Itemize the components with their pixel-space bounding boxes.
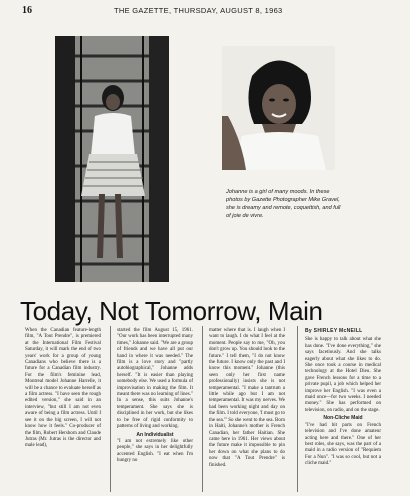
page-number: 16 <box>22 5 32 16</box>
article-text: She is happy to talk about what she has done. "I've done everything," she says facetiously. And she talks eagerly about what she likes to do. She once took a course in medical technology at the Hotel Dieu. She gave French lessons for a time to a private pupil, a job which helped her improve her English. "I was even a maid once—for two weeks. I needed money." She has performed on television, on radio, and on the stage. <box>305 337 381 413</box>
article-text: started the film August 15, 1961. "Our work has been interrupted many times," Johanne said. "We are a group of friends and we have all put our hand in where it was needed." The film is a love story and "partly autobiographical," Johanne adds herself. "It is easier than playing somebody else. We used a formula of improvisation in making the film. It meant there was no learning of lines." In a sense, this suits Johanne's temperament. She says she is disciplined in her work, but she likes to be free of rigid conformity to patterns of living and working. <box>117 328 193 430</box>
article-text: "I've had bit parts on French television and I've done amateur acting here and there." One of her best roles, she says, was the part of a maid in a radio version of "Requiem For a Nun". "I was so cool, but not a cliche maid." <box>305 422 381 467</box>
photo-woman-portrait <box>222 46 335 170</box>
subhead: Non-Cliche Maid <box>323 415 363 422</box>
photo-woman-on-stairs <box>55 36 169 282</box>
headline: Today, Not Tomorrow, Main <box>20 296 323 326</box>
article-text: "I am not extremely like other people," she says in her delightfully accented English. "I eat when I'm hungry no <box>117 438 193 464</box>
column-rule <box>202 326 203 492</box>
column-rule <box>110 326 111 492</box>
article-column-2 <box>117 328 193 465</box>
page-header <box>22 5 402 19</box>
article-column-1 <box>25 328 101 450</box>
photo-portrait-image <box>222 46 335 170</box>
column-rule <box>297 326 298 492</box>
subhead: An Individualist <box>136 431 174 438</box>
byline: By SHIRLEY McNEILL <box>305 328 363 334</box>
article-column-4 <box>305 328 381 468</box>
article-column-3 <box>209 328 285 469</box>
article-text: matter where that is. I laugh when I want to laugh. I do what I feel at the moment. People say to me, "Oh, you don't grow up. You should look to the future." I tell them, "I do not know the future. I know only the past and I know this moment." Johanne (this seen only her first name professionally) insists she is not temperamental. "I make a tantrum a little while ago but I am not temperamental. It was my nerves. We had been working night and day on the film. I told everyone, 'I must go to the sea.'" So she went to the sea. Born in Haiti, Johanne's mother is French Canadian, her father Haitian. She came here in 1961. Her views about the future make it impossible to pin her down on what she plans to do now that "A Tout Prendre" is finished. <box>209 328 285 468</box>
photo-stairs-image <box>55 36 169 282</box>
photo-caption: Johanne is a girl of many moods. In these photos by Gazette Photographer Mike Gravel, she is dreamy and remote, coquettish, and full of joie de vivre. <box>226 189 341 220</box>
article-text: When the Canadian feature-length film, "A Tout Prendre", is premiered at the International Film Festival Saturday, it will mark the end of two years' work for a group of young Canadians who believe there is a future for a Canadian film industry. For the film's feminine lead, Montreal model Johanne Harrelle, it will be a chance to evaluate herself as a film actress. "I have seen the rough edited version," she said in an interview, "but still I am not even aware of being a film actress. Until I see it on the big screen, I will not know how it feels." Co-producer of the film, Robert Hershorn and Claude Jutras (Mr. Jutras is the director and male lead), <box>25 328 101 449</box>
masthead: THE GAZETTE, THURSDAY, AUGUST 8, 1963 <box>114 6 283 15</box>
